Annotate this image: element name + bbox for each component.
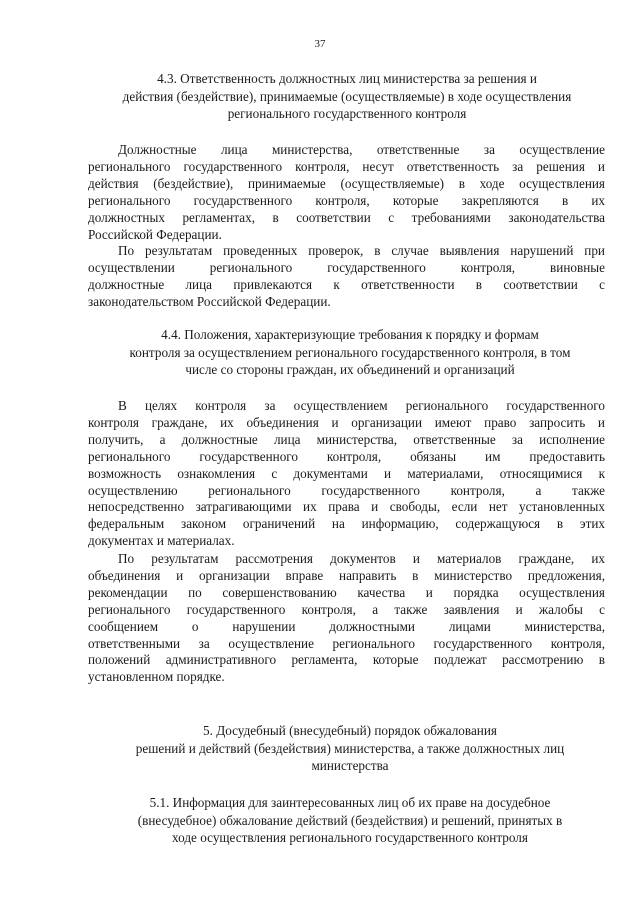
text-line: непосредственно затрагивающими их права и свободы, если нет установленных xyxy=(88,499,605,515)
heading-line: ходе осуществления регионального государственного контроля xyxy=(172,830,528,845)
text-line: регионального государственного контроля, обязаны им предоставить xyxy=(88,448,605,464)
text-line: По результатам рассмотрения документов и материалов граждане, их xyxy=(118,551,605,566)
heading-line: 4.3. Ответственность должностных лиц министерства за решения и xyxy=(157,71,537,86)
heading-line: регионального государственного контроля xyxy=(227,106,467,121)
section-5-1-heading xyxy=(82,794,618,847)
section-4-4-paragraph-2 xyxy=(88,551,605,686)
section-5-heading xyxy=(82,722,618,775)
text-line: действия (бездействие), принимаемые (осуществляемые) в ходе осуществления xyxy=(88,175,605,191)
heading-line: (внесудебное) обжалование действий (бездействия) и решений, принятых в xyxy=(137,812,563,828)
text-line: Российской Федерации. xyxy=(88,226,222,242)
text-line: ответственными за осуществление регионального государственного контроля, xyxy=(88,635,605,651)
text-line: объединения и организации вправе направить в министерство предложения, xyxy=(88,567,605,583)
text-line: сообщением о нарушении должностными лицами министерства, xyxy=(88,618,605,634)
text-line: федеральным законом ограничений на информацию, содержащуюся в этих xyxy=(88,516,605,532)
text-line: контроля граждане, их объединения и организации имеют право запросить и xyxy=(88,414,605,430)
heading-line: контроля за осуществлением регионального государственного контроля, в том xyxy=(129,344,571,360)
heading-line: 5. Досудебный (внесудебный) порядок обжалования xyxy=(203,723,497,738)
text-line: осуществлению регионального государственного контроля, а также xyxy=(88,482,605,498)
section-4-4-heading xyxy=(82,326,618,379)
text-line: документах и материалах. xyxy=(88,533,235,549)
section-4-3-paragraph-1 xyxy=(88,142,605,243)
text-line: регионального государственного контроля, которые закрепляются в их xyxy=(88,192,605,208)
text-line: установленном порядке. xyxy=(88,669,225,685)
text-line: законодательством Российской Федерации. xyxy=(88,293,331,309)
section-4-3-paragraph-2 xyxy=(88,243,605,311)
text-line: должностные лица привлекаются к ответственности в соответствии с xyxy=(88,276,605,292)
heading-line: 5.1. Информация для заинтересованных лиц об их праве на досудебное xyxy=(149,795,551,810)
page-number: 37 xyxy=(314,38,326,50)
section-4-3-heading xyxy=(82,70,612,123)
heading-line: министерства xyxy=(311,758,389,773)
heading-line: действия (бездействие), принимаемые (осуществляемые) в ходе осуществления xyxy=(122,88,572,104)
heading-line: решений и действий (бездействия) министерства, а также должностных лиц xyxy=(135,740,565,756)
text-line: По результатам проведенных проверок, в случае выявления нарушений при xyxy=(118,243,605,258)
text-line: положений административного регламента, которые подлежат рассмотрению в xyxy=(88,652,605,668)
text-line: регионального государственного контроля, несут ответственность за решения и xyxy=(88,158,605,174)
text-line: регионального государственного контроля, а также заявления и жалобы с xyxy=(88,601,605,617)
text-line: Должностные лица министерства, ответственные за осуществление xyxy=(118,142,605,157)
text-line: осуществлении регионального государственного контроля, виновные xyxy=(88,259,605,275)
heading-line: 4.4. Положения, характеризующие требования к порядку и формам xyxy=(161,327,539,342)
section-4-4-paragraph-1 xyxy=(88,398,605,550)
text-line: В целях контроля за осуществлением регионального государственного xyxy=(118,398,605,413)
text-line: должностных регламентах, в соответствии с требованиями законодательства xyxy=(88,209,605,225)
text-line: возможность ознакомления с документами и материалами, относящимися к xyxy=(88,465,605,481)
text-line: рекомендации по совершенствованию качества и порядка осуществления xyxy=(88,584,605,600)
heading-line: числе со стороны граждан, их объединений и организаций xyxy=(185,362,515,377)
text-line: получить, а должностные лица министерства, ответственные за исполнение xyxy=(88,431,605,447)
